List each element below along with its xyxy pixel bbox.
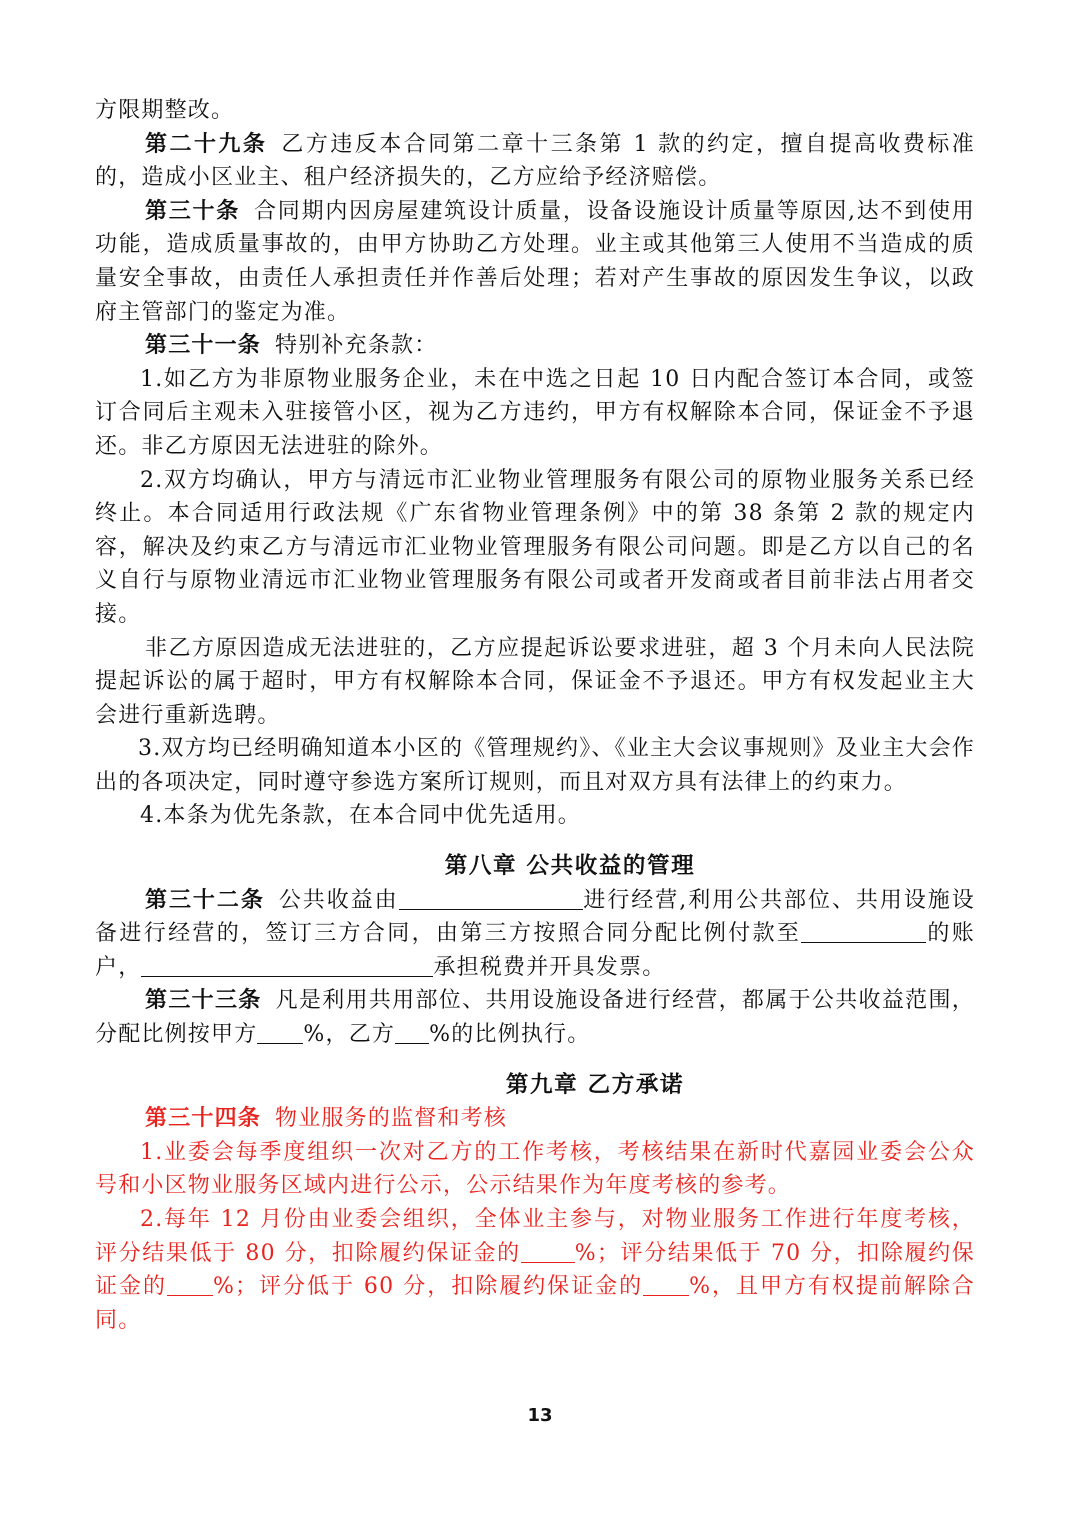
article-title: 第三十条 xyxy=(145,197,241,224)
article-32 xyxy=(95,884,975,985)
article-text: 特别补充条款： xyxy=(275,333,438,359)
article-34 xyxy=(95,1102,975,1136)
fill-blank-deduct-60 xyxy=(643,1271,689,1296)
article-title: 第三十四条 xyxy=(145,1105,262,1132)
chapter-8-heading: 第八章 公共收益的管理 xyxy=(444,853,696,880)
chapter-9-heading: 第九章 乙方承诺 xyxy=(505,1071,685,1098)
article-title: 第三十三条 xyxy=(145,987,262,1014)
article-text: 承担税费并开具发票。 xyxy=(433,954,666,980)
article-text: %；评分结果低于 70 分，扣除履约保证金的 xyxy=(95,1240,975,1300)
article-text: 合同期内因房屋建筑设计质量，设备设施设计质量等原因,达不到使用功能，造成质量事故的，由甲方协助乙方处理。业主或其他第三人使用不当造成的质量安全事故，由责任人承担责任并作善后处理；若对产生事故的原因发生争议，以政府主管部门的鉴定为准。 xyxy=(95,198,975,325)
page-number: 13 xyxy=(527,1405,553,1426)
article-34-item-1: 1.业委会每季度组织一次对乙方的工作考核，考核结果在新时代嘉园业委会公众号和小区物业服务区域内进行公示，公示结果作为年度考核的参考。 xyxy=(95,1139,975,1199)
article-31-item-3: 3.双方均已经明确知道本小区的《管理规约》、《业主大会议事规则》及业主大会作出的各项决定，同时遵守参选方案所订规则，而且对双方具有法律上的约束力。 xyxy=(95,736,975,795)
article-text: %，且甲方有权提前解除合同。 xyxy=(95,1274,975,1333)
article-text: 乙方违反本合同第二章十三条第 1 款的约定，擅自提高收费标准的，造成小区业主、租户经济损失的，乙方应给予经济赔偿。 xyxy=(95,131,975,191)
article-title: 第三十二条 xyxy=(145,886,265,913)
article-text: %；评分低于 60 分，扣除履约保证金的 xyxy=(212,1274,644,1300)
article-title: 第二十九条 xyxy=(145,130,268,157)
fill-blank-deduct-70 xyxy=(167,1271,213,1296)
contract-body xyxy=(95,94,975,1337)
fill-blank-operator xyxy=(399,885,583,910)
article-text: 的账户， xyxy=(95,921,975,980)
article-31-item-2-note: 非乙方原因造成无法进驻的，乙方应提起诉讼要求进驻，超 3 个月未向人民法院提起诉讼的属于超时，甲方有权解除本合同，保证金不予退还。甲方有权发起业主大会进行重新选聘。 xyxy=(95,635,975,728)
article-30 xyxy=(95,195,975,329)
article-title: 第三十一条 xyxy=(145,332,262,359)
article-text: %的比例执行。 xyxy=(429,1022,591,1048)
fill-blank-party-b-percent xyxy=(395,1019,429,1044)
article-text: 2.每年 12 月份由业委会组织，全体业主参与，对物业服务工作进行年度考核，评分结果低于 80 分，扣除履约保证金的 xyxy=(95,1207,975,1266)
article-text: 进行经营,利用公共部位、共用设施设备进行经营的，签订三方合同，由第三方按照合同分配比例付款至 xyxy=(95,887,975,947)
fill-blank-tax-party xyxy=(141,952,433,977)
fill-blank-deduct-80 xyxy=(521,1238,575,1263)
article-text: 物业服务的监督和考核 xyxy=(275,1106,508,1132)
article-29 xyxy=(95,128,975,195)
article-text: 公共收益由 xyxy=(278,887,399,913)
article-33 xyxy=(95,984,975,1051)
article-31-item-4: 4.本条为优先条款，在本合同中优先适用。 xyxy=(140,803,581,829)
fill-blank-party-a-percent xyxy=(257,1019,303,1044)
article-text: %，乙方 xyxy=(303,1022,396,1048)
article-31-item-2: 2.双方均确认，甲方与清远市汇业物业管理服务有限公司的原物业服务关系已经终止。本合同适用行政法规《广东省物业管理条例》中的第 38 条第 2 款的规定内容，解决及约束乙方与清远市汇业物业管理服务有限公司问题。即是乙方以自己的名义自行与原物业清远市汇业物业管理服务有限公司或者开发商或者目前非法占用者交接。 xyxy=(95,467,975,627)
fill-blank-account xyxy=(801,918,926,943)
article-31 xyxy=(95,329,975,363)
article-34-block xyxy=(95,1102,975,1337)
paragraph-continuation: 方限期整改。 xyxy=(95,98,235,123)
article-31-item-1: 1.如乙方为非原物业服务企业，未在中选之日起 10 日内配合签订本合同，或签订合同后主观未入驻接管小区，视为乙方违约，甲方有权解除本合同，保证金不予退还。非乙方原因无法进驻的除外。 xyxy=(95,366,975,459)
article-text: 凡是利用共用部位、共用设施设备进行经营，都属于公共收益范围，分配比例按甲方 xyxy=(95,988,975,1048)
article-34-item-2 xyxy=(95,1203,975,1337)
